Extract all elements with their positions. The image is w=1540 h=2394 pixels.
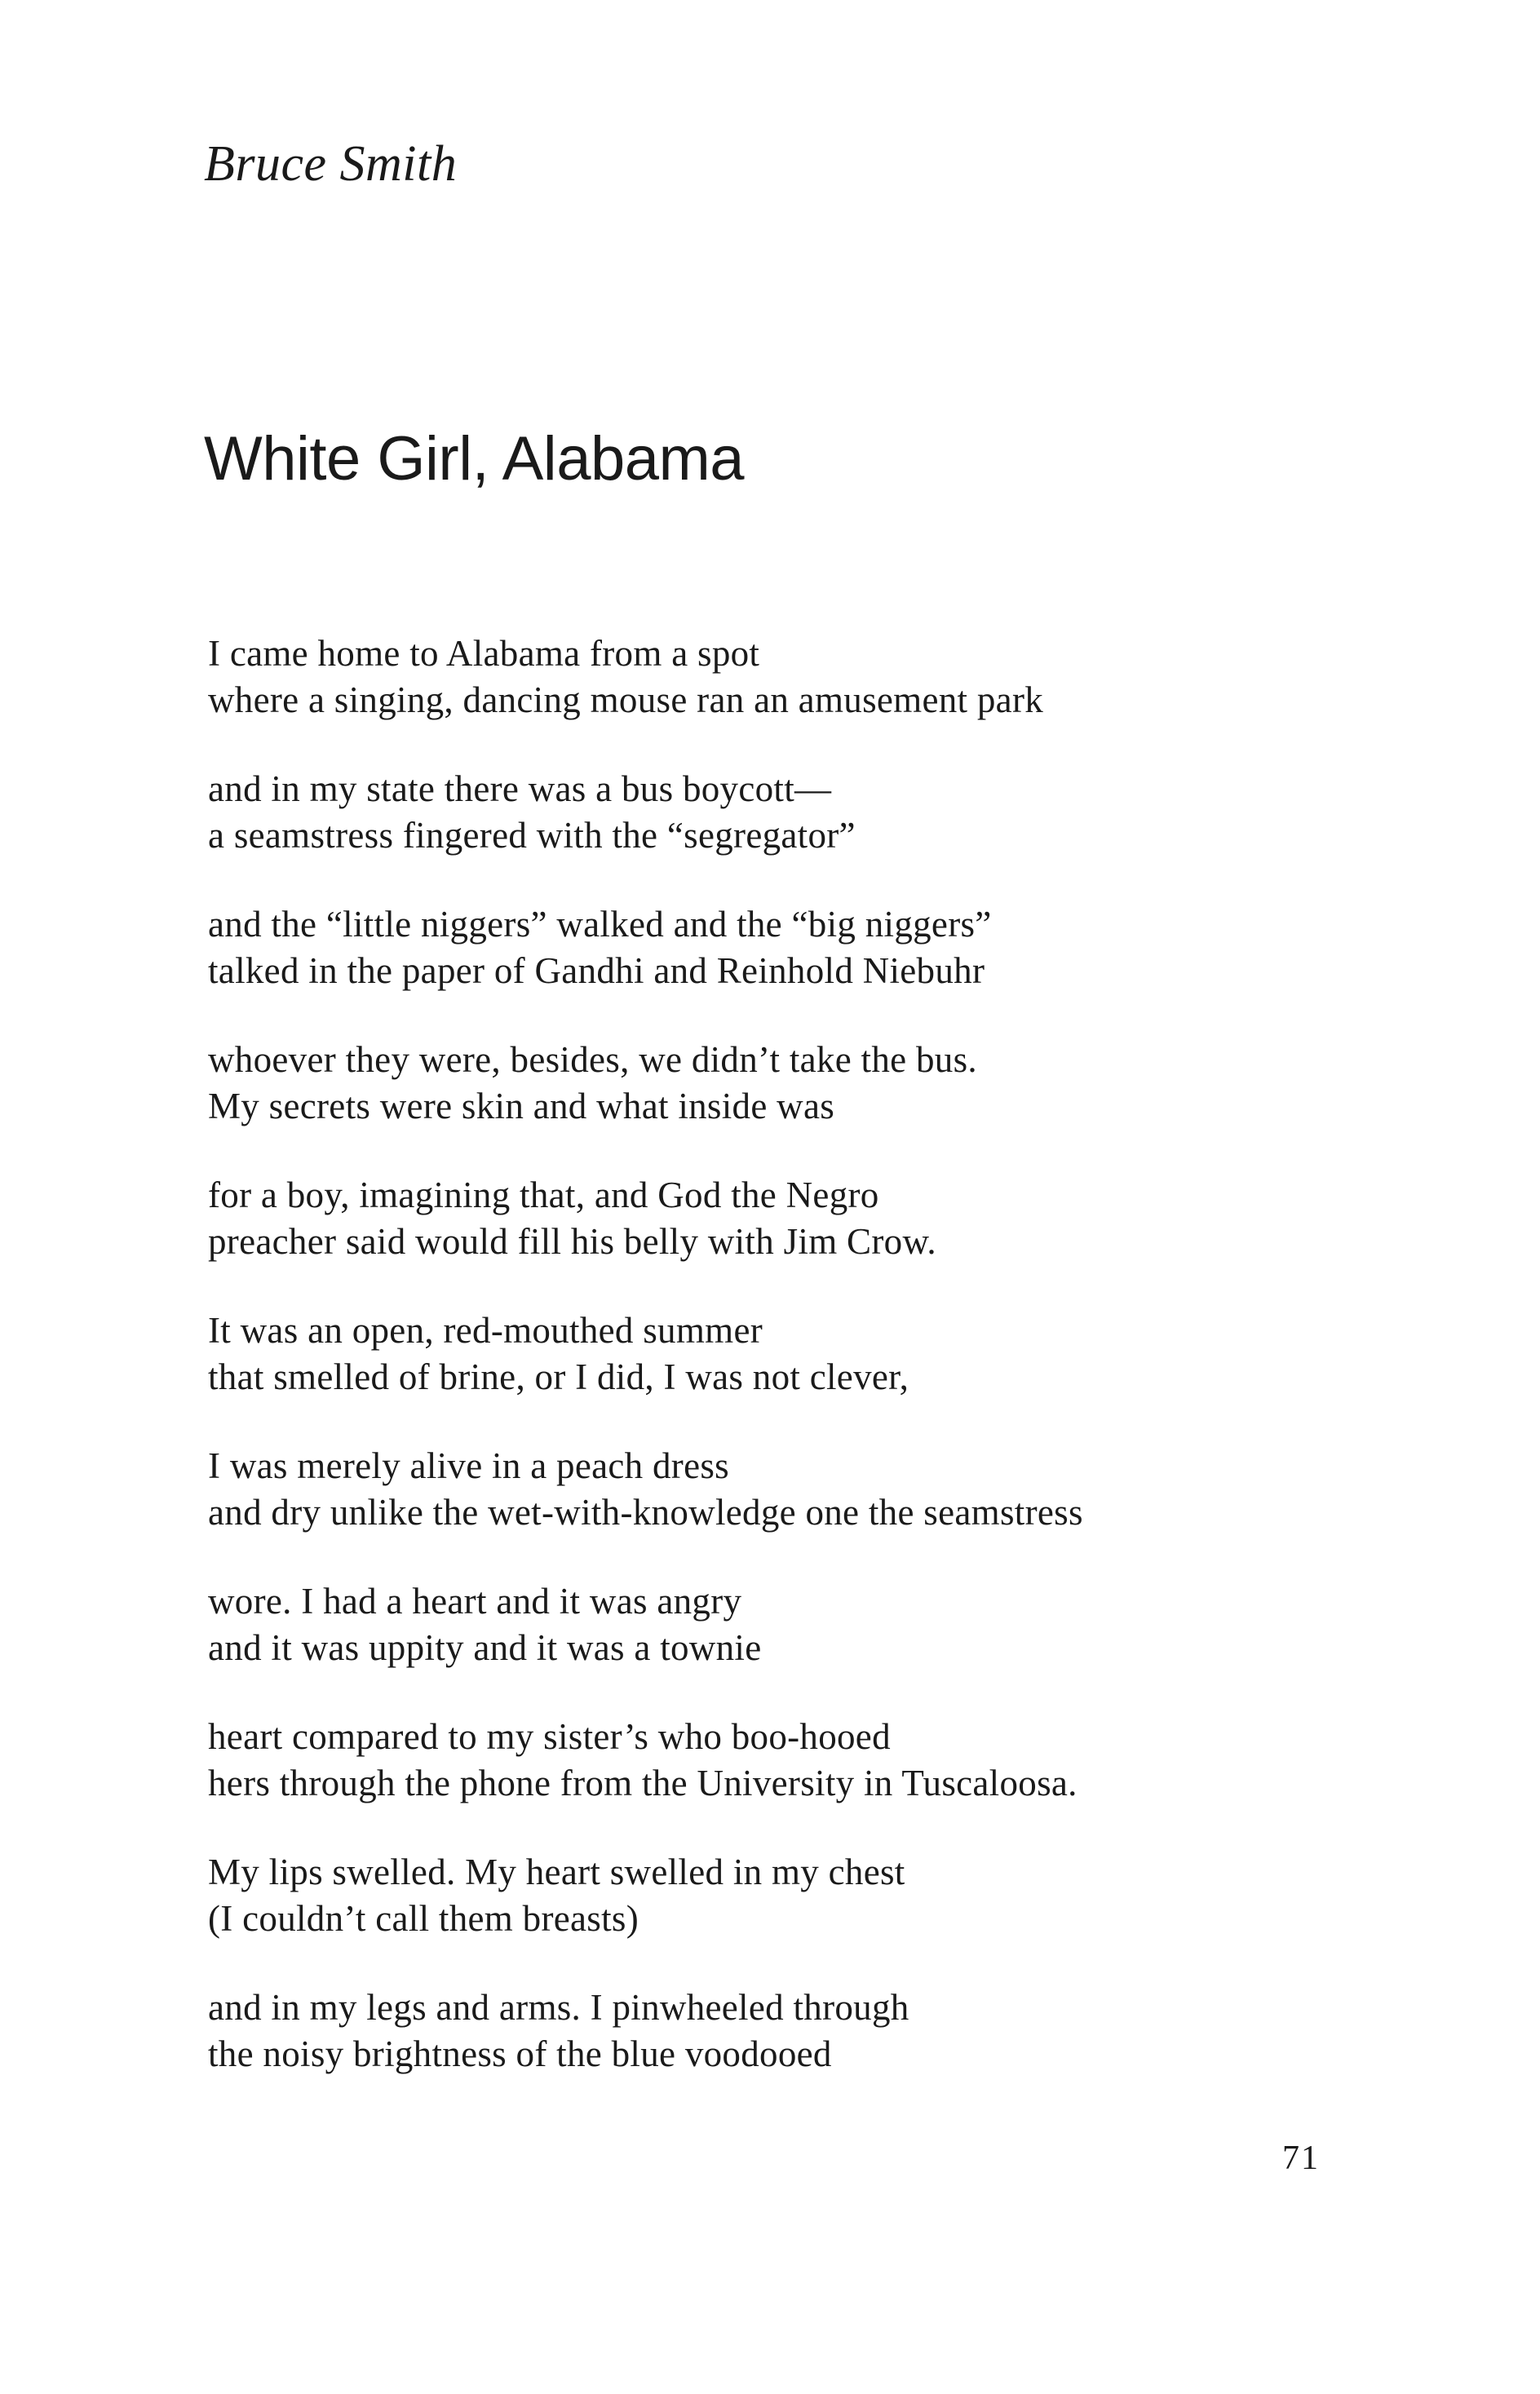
poem-line: and in my state there was a bus boycott— — [208, 768, 832, 809]
poem-line: hers through the phone from the University in Tuscaloosa. — [208, 1763, 1078, 1803]
poem-line: whoever they were, besides, we didn’t take the bus. — [208, 1039, 977, 1080]
stanza — [208, 1037, 1391, 1130]
poem-line: preacher said would fill his belly with Jim Crow. — [208, 1221, 936, 1262]
stanza — [208, 1172, 1391, 1265]
poem-line: (I couldn’t call them breasts) — [208, 1898, 639, 1939]
poem-line: for a boy, imagining that, and God the Negro — [208, 1175, 879, 1215]
poem-line: where a singing, dancing mouse ran an amusement park — [208, 679, 1044, 720]
poem-line: and in my legs and arms. I pinwheeled through — [208, 1987, 909, 2028]
poem-line: I was merely alive in a peach dress — [208, 1445, 729, 1486]
poem-line: that smelled of brine, or I did, I was not clever, — [208, 1356, 909, 1397]
poem-line: and it was uppity and it was a townie — [208, 1627, 762, 1668]
poem-line: My lips swelled. My heart swelled in my chest — [208, 1852, 905, 1892]
stanza — [208, 1985, 1391, 2078]
stanza — [208, 766, 1391, 859]
poem-line: a seamstress fingered with the “segregator” — [208, 815, 856, 856]
poem-line: I came home to Alabama from a spot — [208, 633, 760, 674]
stanza — [208, 1578, 1391, 1671]
stanza — [208, 1714, 1391, 1807]
poem-line: It was an open, red-mouthed summer — [208, 1310, 763, 1351]
poem-line: and dry unlike the wet-with-knowledge one the seamstress — [208, 1492, 1083, 1533]
author-name: Bruce Smith — [204, 136, 458, 192]
poem-line: heart compared to my sister’s who boo-hooed — [208, 1716, 891, 1757]
poem-line: and the “little niggers” walked and the “big niggers” — [208, 904, 992, 945]
stanza — [208, 1849, 1391, 1942]
poem-line: talked in the paper of Gandhi and Reinhold Niebuhr — [208, 950, 985, 991]
stanza — [208, 631, 1391, 724]
stanza — [208, 901, 1391, 994]
stanza — [208, 1443, 1391, 1536]
stanza — [208, 1308, 1391, 1401]
page-number: 71 — [1282, 2140, 1320, 2177]
poem-line: wore. I had a heart and it was angry — [208, 1581, 742, 1622]
poem-body — [208, 631, 1391, 2120]
poem-line: the noisy brightness of the blue voodooed — [208, 2033, 832, 2074]
poem-title: White Girl, Alabama — [204, 424, 745, 493]
poem-line: My secrets were skin and what inside was — [208, 1086, 835, 1126]
